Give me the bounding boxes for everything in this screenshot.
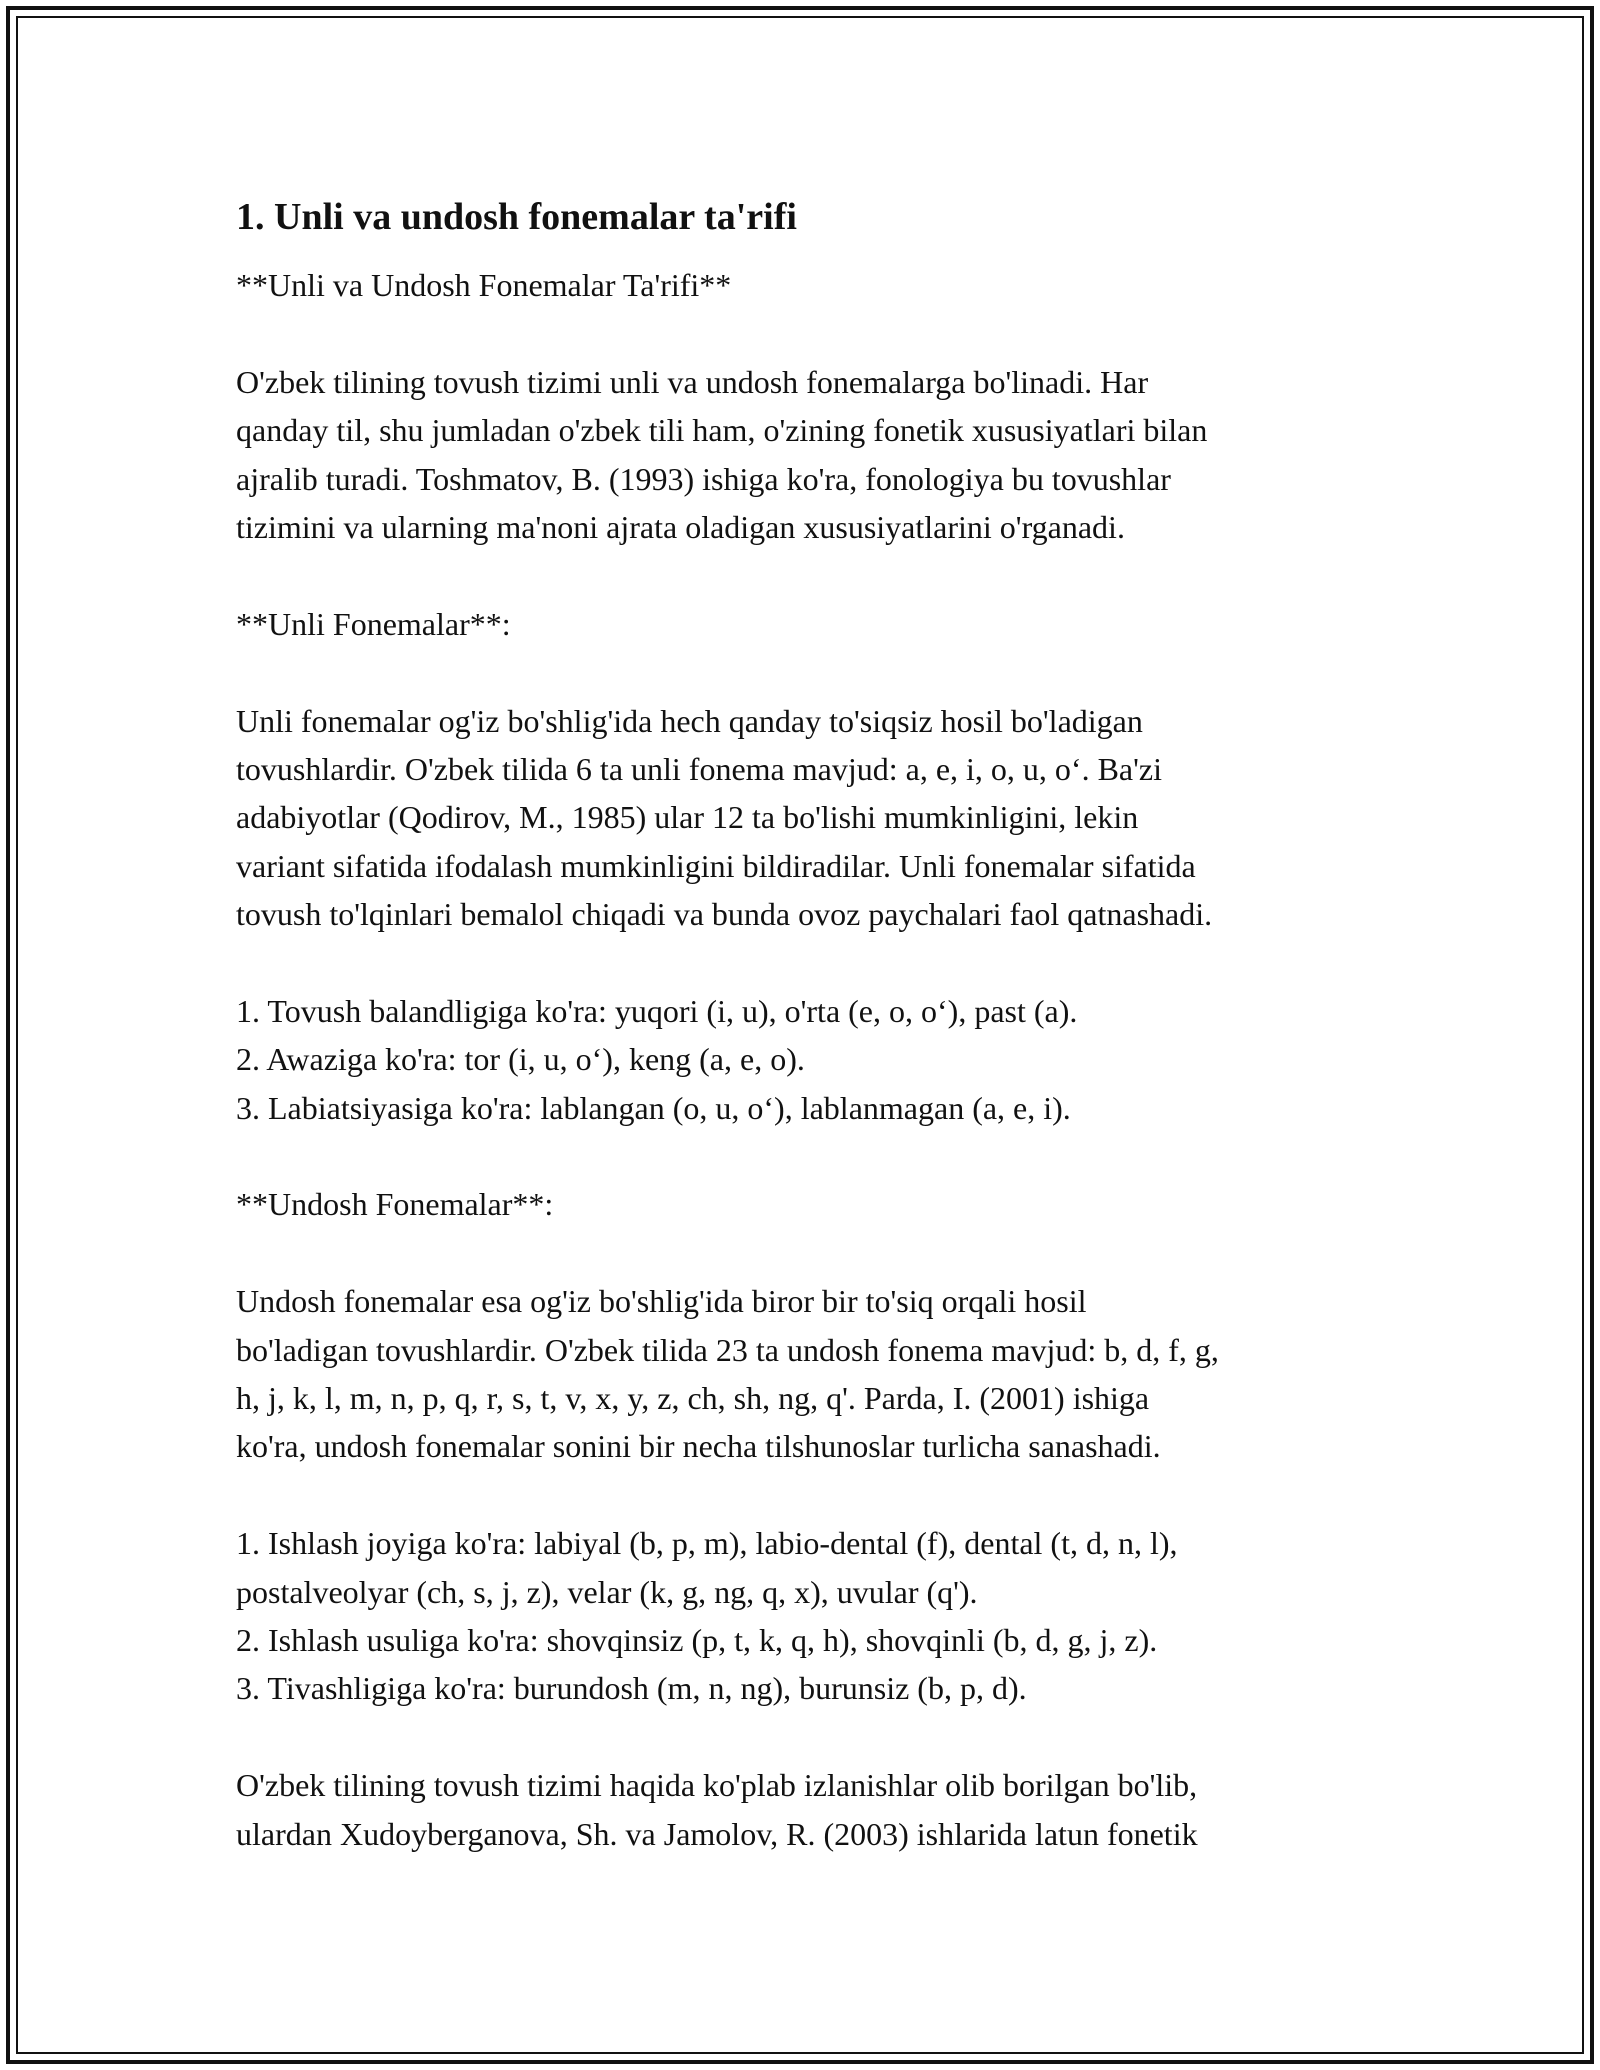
paragraph-gap [236,551,1396,599]
paragraph-gap [236,648,1396,696]
paragraph-gap [236,1471,1396,1519]
consonants-heading: **Undosh Fonemalar**: [236,1186,554,1223]
paragraph-line: ajralib turadi. Toshmatov, B. (1993) ishiga ko'ra, fonologiya bu tovushlar [236,460,1171,497]
paragraph-gap [236,938,1396,986]
paragraph-line: tizimini va ularning ma'noni ajrata oladigan xususiyatlarini o'rganadi. [236,508,1125,545]
paragraph-line: h, j, k, l, m, n, p, q, r, s, t, v, x, y, z, ch, sh, ng, q'. Parda, I. (2001) ishiga [236,1379,1150,1416]
vowels-heading: **Unli Fonemalar**: [236,605,511,642]
paragraph-line: O'zbek tilining tovush tizimi haqida ko'plab izlanishlar olib borilgan bo'lib, [236,1767,1198,1804]
paragraph-line: O'zbek tilining tovush tizimi unli va undosh fonemalarga bo'linadi. Har [236,363,1149,400]
paragraph-line: qanday til, shu jumladan o'zbek tili ham, o'zining fonetik xususiyatlari bilan [236,412,1208,449]
document-body [236,180,1396,1858]
subtitle-line: **Unli va Undosh Fonemalar Ta'rifi** [236,267,732,303]
paragraph-line: ko'ra, undosh fonemalar sonini bir necha tilshunoslar turlicha sanashadi. [236,1428,1161,1465]
paragraph-line: Undosh fonemalar esa og'iz bo'shlig'ida biror bir to'siq orqali hosil [236,1283,1087,1320]
list-item: 3. Tivashligiga ko'ra: burundosh (m, n, ng), burunsiz (b, p, d). [236,1670,1027,1707]
paragraph-gap [236,1229,1396,1277]
paragraph-line: tovush to'lqinlari bemalol chiqadi va bunda ovoz paychalari faol qatnashadi. [236,896,1213,933]
consonants-list [236,1519,1396,1713]
subtitle-block [236,261,1396,309]
list-item: postalveolyar (ch, s, j, z), velar (k, g, ng, q, x), uvular (q'). [236,1573,978,1610]
consonants-paragraph [236,1277,1396,1471]
vowels-paragraph [236,697,1396,939]
vowels-list [236,987,1396,1132]
list-item: 1. Tovush balandligiga ko'ra: yuqori (i, u), o'rta (e, o, o‘), past (a). [236,992,1078,1029]
list-item: 1. Ishlash joyiga ko'ra: labiyal (b, p, m), labio-dental (f), dental (t, d, n, l), [236,1525,1178,1562]
paragraph-line: tovushlardir. O'zbek tilida 6 ta unli fonema mavjud: a, e, i, o, u, o‘. Ba'zi [236,750,1162,787]
paragraph-line: Unli fonemalar og'iz bo'shlig'ida hech qanday to'siqsiz hosil bo'ladigan [236,702,1143,739]
paragraph-line: adabiyotlar (Qodirov, M., 1985) ular 12 ta bo'lishi mumkinligini, lekin [236,799,1139,836]
paragraph-gap [236,1713,1396,1761]
closing-paragraph [236,1761,1396,1858]
list-item: 2. Ishlash usuliga ko'ra: shovqinsiz (p, t, k, q, h), shovqinli (b, d, g, j, z). [236,1621,1158,1658]
vowels-heading-block [236,600,1396,648]
paragraph-line: ulardan Xudoyberganova, Sh. va Jamolov, R. (2003) ishlarida latun fonetik [236,1815,1198,1852]
list-item: 2. Awaziga ko'ra: tor (i, u, o‘), keng (a, e, o). [236,1041,805,1078]
intro-paragraph [236,358,1396,552]
paragraph-line: variant sifatida ifodalash mumkinligini bildiradilar. Unli fonemalar sifatida [236,847,1196,884]
paragraph-gap [236,1132,1396,1180]
consonants-heading-block [236,1180,1396,1228]
list-item: 3. Labiatsiyasiga ko'ra: lablangan (o, u, o‘), lablanmagan (a, e, i). [236,1089,1071,1126]
paragraph-gap [236,309,1396,357]
paragraph-line: bo'ladigan tovushlardir. O'zbek tilida 23 ta undosh fonema mavjud: b, d, f, g, [236,1331,1219,1368]
section-title: 1. Unli va undosh fonemalar ta'rifi [236,196,797,238]
